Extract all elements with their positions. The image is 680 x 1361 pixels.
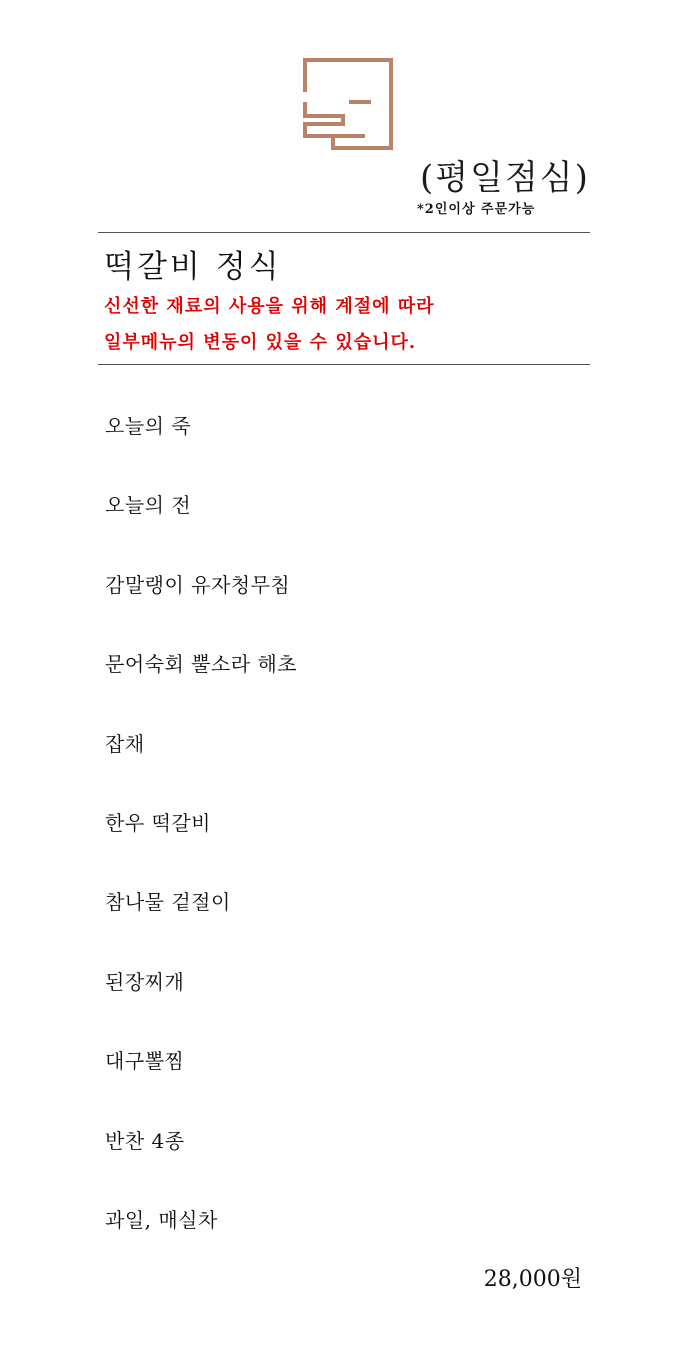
set-menu-title: 떡갈비 정식 bbox=[104, 249, 282, 285]
seasonal-notice-line-1: 신선한 재료의 사용을 위해 계절에 따라 bbox=[104, 296, 435, 317]
set-price: 28,000원 bbox=[483, 1267, 582, 1292]
menu-item: 대구뽈찜 bbox=[105, 1049, 185, 1074]
restaurant-logo-icon bbox=[303, 58, 393, 150]
menu-item: 과일, 매실차 bbox=[105, 1207, 218, 1232]
menu-item: 오늘의 죽 bbox=[105, 414, 192, 438]
divider-bottom bbox=[98, 364, 590, 365]
menu-item: 한우 떡갈비 bbox=[105, 810, 211, 835]
lunch-title: (평일점심) bbox=[420, 158, 590, 198]
menu-item: 문어숙회 뿔소라 해초 bbox=[105, 652, 298, 677]
menu-item: 반찬 4종 bbox=[105, 1128, 185, 1153]
menu-item: 감말랭이 유자청무침 bbox=[105, 572, 291, 597]
seasonal-notice-line-2: 일부메뉴의 변동이 있을 수 있습니다. bbox=[104, 332, 417, 353]
divider-top bbox=[98, 232, 590, 233]
menu-item: 된장찌개 bbox=[105, 969, 185, 994]
min-order-note: *2인이상 주문가능 bbox=[417, 202, 536, 217]
menu-item: 오늘의 전 bbox=[105, 493, 192, 518]
course-menu-list bbox=[105, 408, 297, 1281]
menu-item: 참나물 겉절이 bbox=[105, 890, 231, 915]
menu-item: 잡채 bbox=[105, 731, 145, 756]
